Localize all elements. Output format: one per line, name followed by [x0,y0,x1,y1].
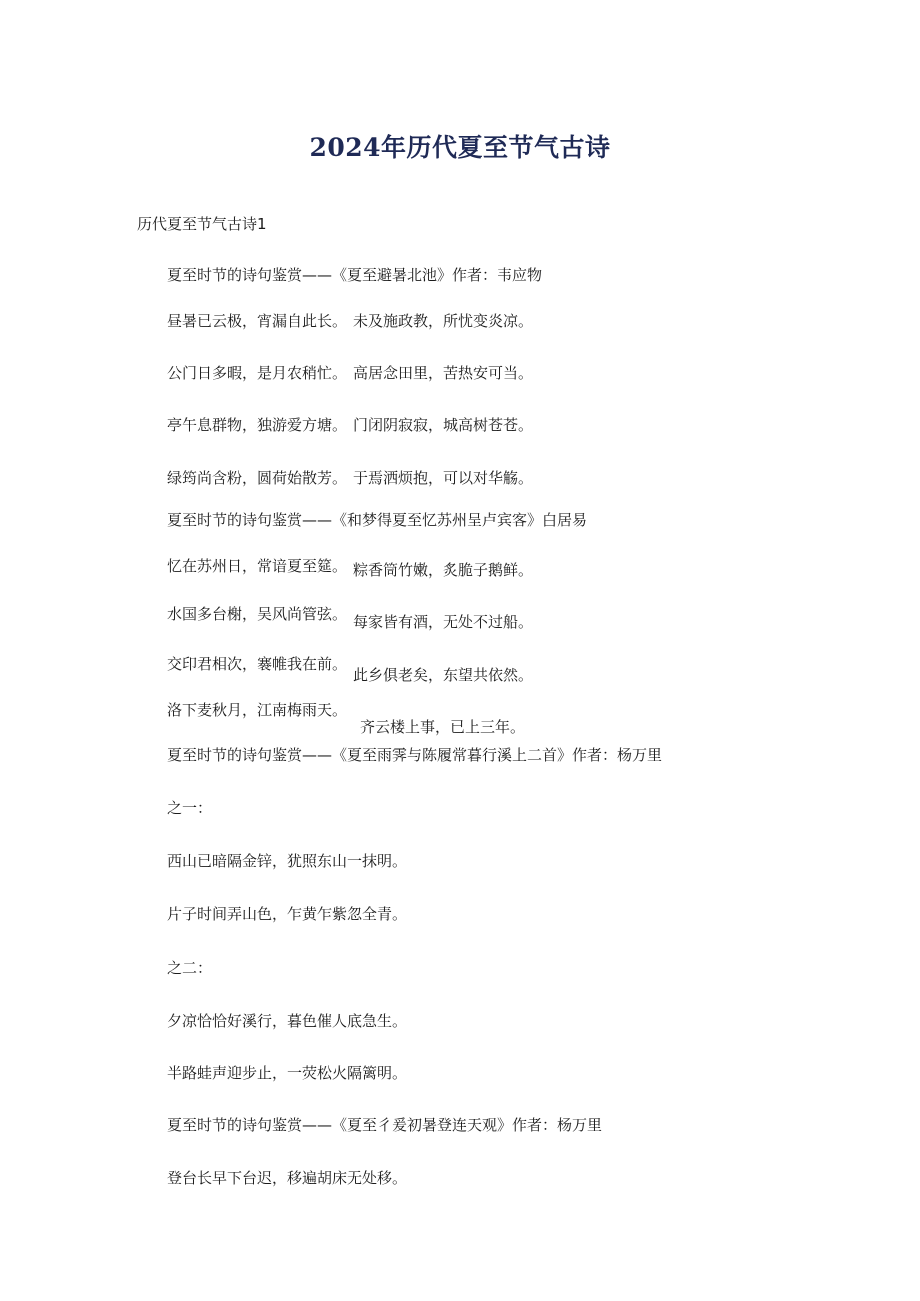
poem1-line-second-half: 门闭阴寂寂，城高树苍苍。 [353,416,534,434]
poem3-heading: 夏至时节的诗句鉴赏——《夏至雨霁与陈履常暮行溪上二首》作者：杨万里 [167,746,663,764]
poem2-right-line: 此乡俱老矣，东望共依然。 [353,666,534,684]
poem1-line-second-half: 于焉洒烦抱，可以对华觞。 [353,469,534,487]
poem2-right-line: 每家皆有酒，无处不过船。 [353,613,534,631]
poem3-line: 西山已暗隔金锌，犹照东山一抹明。 [167,852,408,870]
poem3-part1-label: 之一： [167,799,213,817]
poem2-left-line: 忆在苏州日，常谙夏至筵。 [167,557,348,575]
poem4-heading: 夏至时节的诗句鉴赏——《夏至彳爰初暑登连天观》作者：杨万里 [167,1116,603,1134]
poem1-line-first-half: 昼暑已云极，宵漏自此长。 [167,312,348,330]
poem3-part2-label: 之二： [167,959,213,977]
poem1-line-first-half: 绿筠尚含粉，圆荷始散芳。 [167,469,348,487]
poem3-line: 半路蛙声迎步止，一荧松火隔篱明。 [167,1064,408,1082]
poem2-left-line: 交印君相次，褰帷我在前。 [167,655,348,673]
section-heading: 历代夏至节气古诗1 [137,215,267,233]
poem2-right-line: 粽香筒竹嫩，炙脆子鹅鲜。 [353,561,534,579]
poem1-line [167,311,533,331]
poem4-line: 登台长早下台迟，移遍胡床无处移。 [167,1169,408,1187]
poem2-heading: 夏至时节的诗句鉴赏——《和梦得夏至忆苏州呈卢宾客》白居易 [167,511,588,529]
poem1-line-second-half: 高居念田里，苦热安可当。 [353,364,534,382]
poem2-right-line-clipped: 齐云楼上事，已上三年。 [360,718,526,736]
poem2-left-line: 洛下麦秋月，江南梅雨天。 [167,701,348,719]
poem1-line [167,415,533,435]
poem1-line [167,468,533,488]
poem1-line-first-half: 公门日多暇，是月农稍忙。 [167,364,348,382]
poem3-line: 夕凉恰恰好溪行，暮色催人底急生。 [167,1012,408,1030]
poem1-line-first-half: 亭午息群物，独游爱方塘。 [167,416,348,434]
poem3-line: 片子时间弄山色，乍黄乍紫忽全青。 [167,905,408,923]
poem1-line-second-half: 未及施政教，所忧变炎凉。 [353,312,534,330]
page-title: 2024年历代夏至节气古诗 [309,133,611,162]
poem2-left-line: 水国多台榭，吴风尚管弦。 [167,605,348,623]
poem1-heading: 夏至时节的诗句鉴赏——《夏至避暑北池》作者：韦应物 [167,266,543,284]
poem1-line [167,363,533,383]
